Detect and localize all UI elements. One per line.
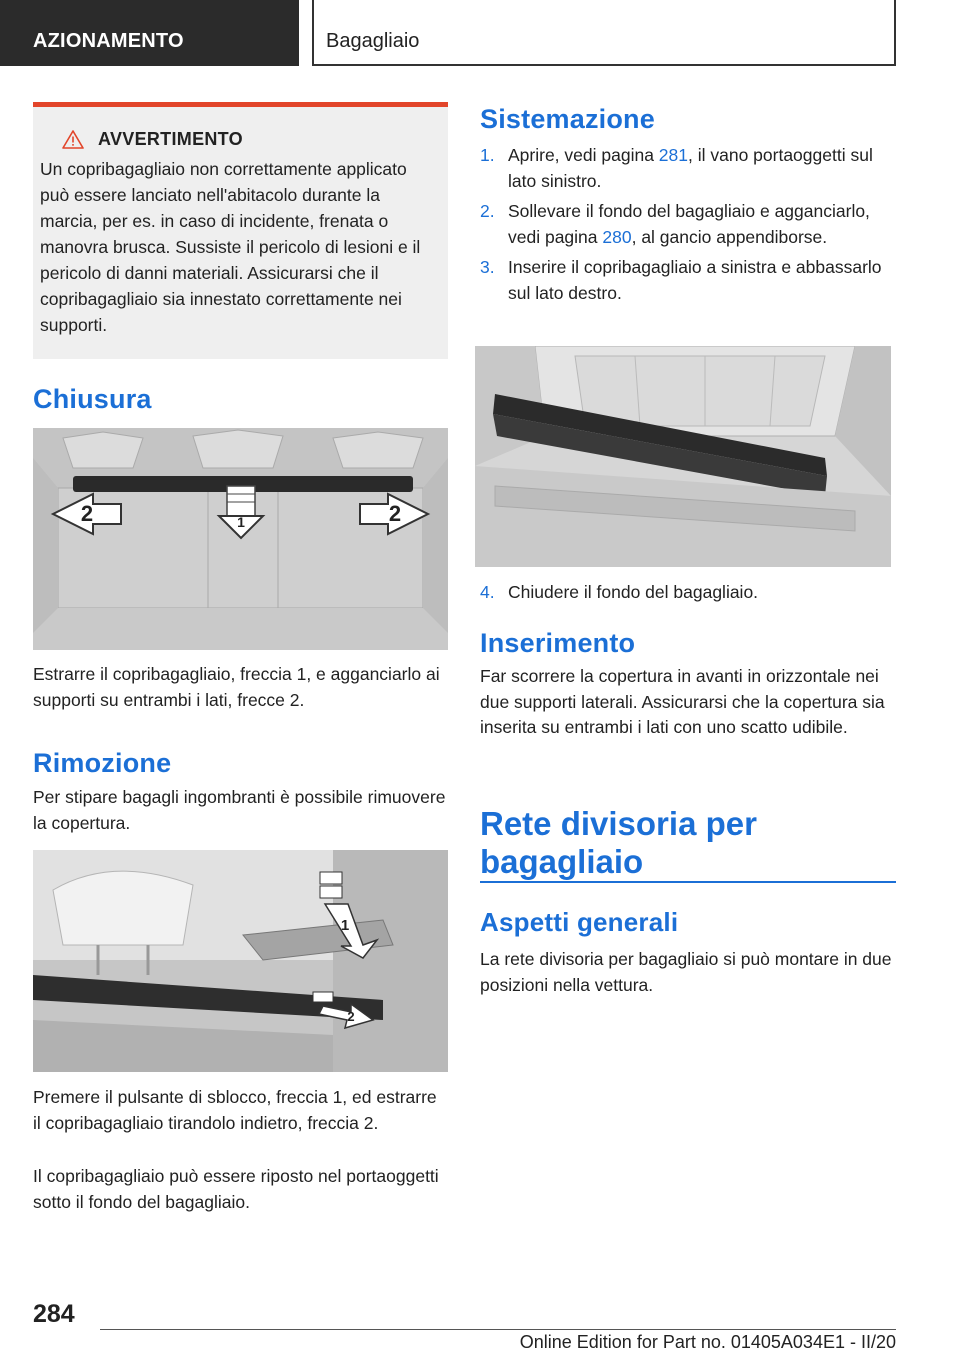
warning-text: Un copribagagliaio non correttamente applicato può essere lanciato nell'abitacolo durante la marcia, per es. in caso di incidente, frenata o manovra brusca. Sussiste il pericolo di lesioni e il pericolo di danni materiali. Assicurarsi che il copribagagliaio sia innestato correttamente nei supporti. [40, 159, 421, 335]
heading-sistemazione: Sistemazione [480, 104, 655, 134]
page-link-280[interactable]: 280 [602, 227, 632, 247]
warning-title [62, 129, 440, 150]
list-item [480, 142, 895, 194]
heading-chiusura: Chiusura [33, 384, 152, 414]
removal-arrow-label-1: 1 [340, 917, 350, 934]
cargo-cover-removal-illustration [33, 850, 448, 1072]
rete-text: La rete divisoria per bagagliaio si può montare in due posizioni nella vettura. [480, 949, 892, 995]
step-number: 2. [480, 201, 495, 221]
warning-triangle-icon [62, 130, 84, 149]
step-number: 1. [480, 145, 495, 165]
topic-label: Bagagliaio [326, 30, 420, 52]
heading-inserimento: Inserimento [480, 628, 636, 658]
footer-edition: Online Edition for Part no. 01405A034E1 - II/20 [519, 1332, 896, 1352]
arrow-label-2-left: 2 [80, 501, 94, 526]
sistemazione-steps-b [480, 579, 895, 609]
step-text: Chiudere il fondo del bagagliaio. [508, 582, 759, 602]
heading-rete-divisoria: Rete divisoria per bagagliaio [480, 805, 757, 880]
chiusura-caption: Estrarre il copribagagliaio, freccia 1, e agganciarlo ai supporti su entrambi i lati, frecce 2. [33, 664, 440, 710]
heading-rimozione: Rimozione [33, 748, 172, 778]
warning-title-text: AVVERTIMENTO [98, 129, 243, 149]
cargo-cover-closing-illustration [33, 428, 448, 650]
step-number: 3. [480, 257, 495, 277]
arrow-label-2-right: 2 [388, 501, 402, 526]
removal-arrow-label-2: 2 [347, 1009, 355, 1024]
cargo-cover-closing-drawing [33, 428, 448, 650]
cargo-cover-stowage-illustration [475, 346, 891, 567]
page-link-281[interactable]: 281 [658, 145, 688, 165]
step-text: Inserire il copribagagliaio a sinistra e abbassarlo sul lato destro. [508, 257, 882, 303]
step-text: Sollevare il fondo del bagagliaio e agganciarlo, vedi pagina 280, al gancio appendiborse. [508, 201, 870, 247]
heading-aspetti-generali: Aspetti generali [480, 907, 679, 937]
sistemazione-steps-a [480, 142, 895, 310]
cargo-cover-removal-drawing [33, 850, 448, 1072]
rimozione-intro: Per stipare bagagli ingombranti è possibile rimuovere la copertura. [33, 787, 446, 833]
step-number: 4. [480, 582, 495, 602]
list-item [480, 254, 895, 306]
page-number: 284 [33, 1300, 75, 1328]
topic-tab [312, 0, 896, 66]
inserimento-text: Far scorrere la copertura in avanti in orizzontale nei due supporti laterali. Assicurarsi che la copertura sia inserita su entrambi i lati con uno scatto udibile. [480, 666, 885, 737]
footer-rule [100, 1329, 896, 1330]
list-item [480, 579, 895, 605]
rimozione-caption-2: Il copribagagliaio può essere riposto nel portaoggetti sotto il fondo del bagagliaio. [33, 1166, 439, 1212]
arrow-label-1: 1 [237, 514, 245, 530]
chapter-tab [0, 0, 299, 66]
step-text: Aprire, vedi pagina 281, il vano portaoggetti sul lato sinistro. [508, 145, 873, 191]
chapter-label: AZIONAMENTO [33, 30, 184, 52]
cargo-cover-stowage-drawing [475, 346, 891, 567]
section-rule [480, 881, 896, 883]
list-item [480, 198, 895, 250]
rimozione-caption-1: Premere il pulsante di sblocco, freccia 1, ed estrarre il copribagagliaio tirandolo indietro, freccia 2. [33, 1087, 437, 1133]
warning-box [33, 102, 448, 359]
